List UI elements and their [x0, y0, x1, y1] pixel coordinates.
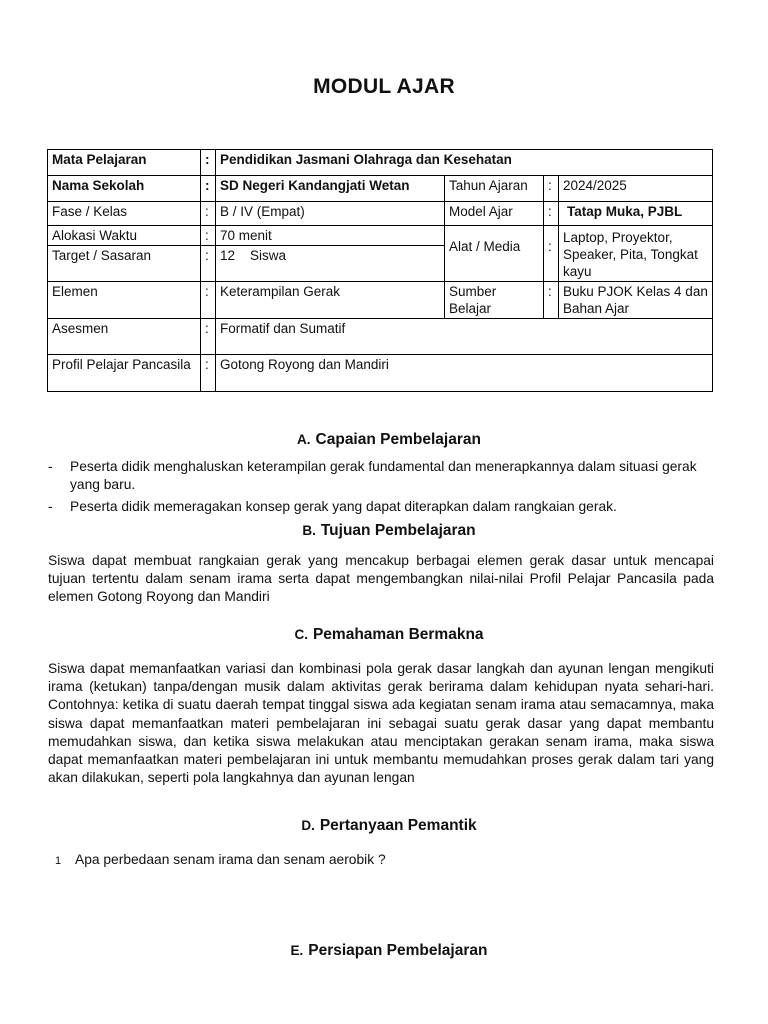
asesmen-label: Asesmen	[48, 319, 201, 355]
colon: :	[201, 282, 216, 319]
alokasi-label: Alokasi Waktu	[48, 226, 201, 246]
document-title: MODUL AJAR	[313, 75, 455, 98]
model-label: Model Ajar	[445, 202, 544, 226]
list-item	[55, 851, 386, 870]
section-c-letter: C.	[294, 627, 308, 642]
tahun-value: 2024/2025	[559, 176, 713, 202]
sumber-label: Sumber Belajar	[445, 282, 544, 319]
sekolah-label: Nama Sekolah	[48, 176, 201, 202]
tahun-label: Tahun Ajaran	[445, 176, 544, 202]
section-b-heading	[0, 522, 768, 540]
colon: :	[544, 202, 559, 226]
colon: :	[544, 226, 559, 282]
fase-value: B / IV (Empat)	[216, 202, 445, 226]
section-b-paragraph: Siswa dapat membuat rangkaian gerak yang mencakup berbagai elemen gerak dasar untuk mencapai tujuan tertentu dalam senam irama serta dapat mengembangkan nilai-nilai Profil Pelajar Pancasila pada elemen Gotong Royong dan Mandiri	[48, 553, 714, 605]
module-info-table	[47, 149, 713, 392]
section-a-letter: A.	[297, 432, 311, 447]
section-d-title: Pertanyaan Pemantik	[319, 817, 477, 834]
target-label: Target / Sasaran	[48, 246, 201, 282]
model-value: Tatap Muka, PJBL	[559, 202, 713, 226]
section-d-heading	[0, 817, 768, 835]
section-c-paragraph: Siswa dapat memanfaatkan variasi dan kombinasi pola gerak dasar langkah dan ayunan lengan mengikuti irama (ketukan) tanpa/dengan musik dalam aktivitas gerak berirama dalam kehidupan nyata sehari-hari. Contohnya: ketika di suatu daerah tempat tinggal siswa ada kegiatan senam irama atau semacamnya, maka siswa dapat memanfaatkan materi pembelajaran ini sebagai suatu gerak dasar yang dapat membantu memudahkan siswa, dan ketika siswa melakukan atau menciptakan gerakan senam irama, maka siswa dapat memanfaatkan materi pembelajaran ini untuk membantu memudahkan proses gerak dalam tari yang akan dilakukan, seperti pola langkahnya dan ayunan lengan	[48, 661, 714, 786]
bullet-text: Peserta didik memeragakan konsep gerak yang dapat diterapkan dalam rangkaian gerak.	[70, 499, 617, 514]
fase-label: Fase / Kelas	[48, 202, 201, 226]
colon: :	[201, 246, 216, 282]
section-c-title: Pemahaman Bermakna	[312, 626, 484, 643]
colon: :	[201, 150, 216, 176]
alat-label: Alat / Media	[445, 226, 544, 282]
section-c-heading	[0, 626, 768, 644]
question-number: 1	[55, 855, 62, 867]
sumber-value: Buku PJOK Kelas 4 dan Bahan Ajar	[559, 282, 713, 319]
section-a-title: Capaian Pembelajaran	[315, 431, 481, 448]
colon: :	[544, 176, 559, 202]
elemen-label: Elemen	[48, 282, 201, 319]
mapel-value: Pendidikan Jasmani Olahraga dan Kesehatan	[216, 150, 713, 176]
bullet-dash: -	[48, 499, 53, 514]
sekolah-value: SD Negeri Kandangjati Wetan	[216, 176, 445, 202]
bullet-dash: -	[48, 459, 53, 474]
section-d-letter: D.	[301, 818, 315, 833]
colon: :	[201, 355, 216, 392]
colon: :	[201, 202, 216, 226]
colon: :	[201, 226, 216, 246]
section-e-title: Persiapan Pembelajaran	[308, 942, 488, 959]
section-a-heading	[0, 431, 768, 449]
colon: :	[201, 176, 216, 202]
colon: :	[201, 319, 216, 355]
section-e-letter: E.	[290, 943, 304, 958]
colon: :	[544, 282, 559, 319]
target-value: 12 Siswa	[216, 246, 445, 282]
mapel-label: Mata Pelajaran	[48, 150, 201, 176]
bullet-text: Peserta didik menghaluskan keterampilan gerak fundamental dan menerapkannya dalam situasi gerak yang baru.	[70, 459, 697, 492]
elemen-value: Keterampilan Gerak	[216, 282, 445, 319]
alat-value: Laptop, Proyektor, Speaker, Pita, Tongkat kayu	[559, 226, 713, 282]
section-b-letter: B.	[302, 523, 316, 538]
question-text: Apa perbedaan senam irama dan senam aerobik ?	[75, 852, 386, 867]
profil-value: Gotong Royong dan Mandiri	[216, 355, 713, 392]
asesmen-value: Formatif dan Sumatif	[216, 319, 713, 355]
profil-label: Profil Pelajar Pancasila	[48, 355, 201, 392]
alokasi-value: 70 menit	[216, 226, 445, 246]
section-b-title: Tujuan Pembelajaran	[320, 522, 476, 539]
section-e-heading	[0, 942, 768, 960]
